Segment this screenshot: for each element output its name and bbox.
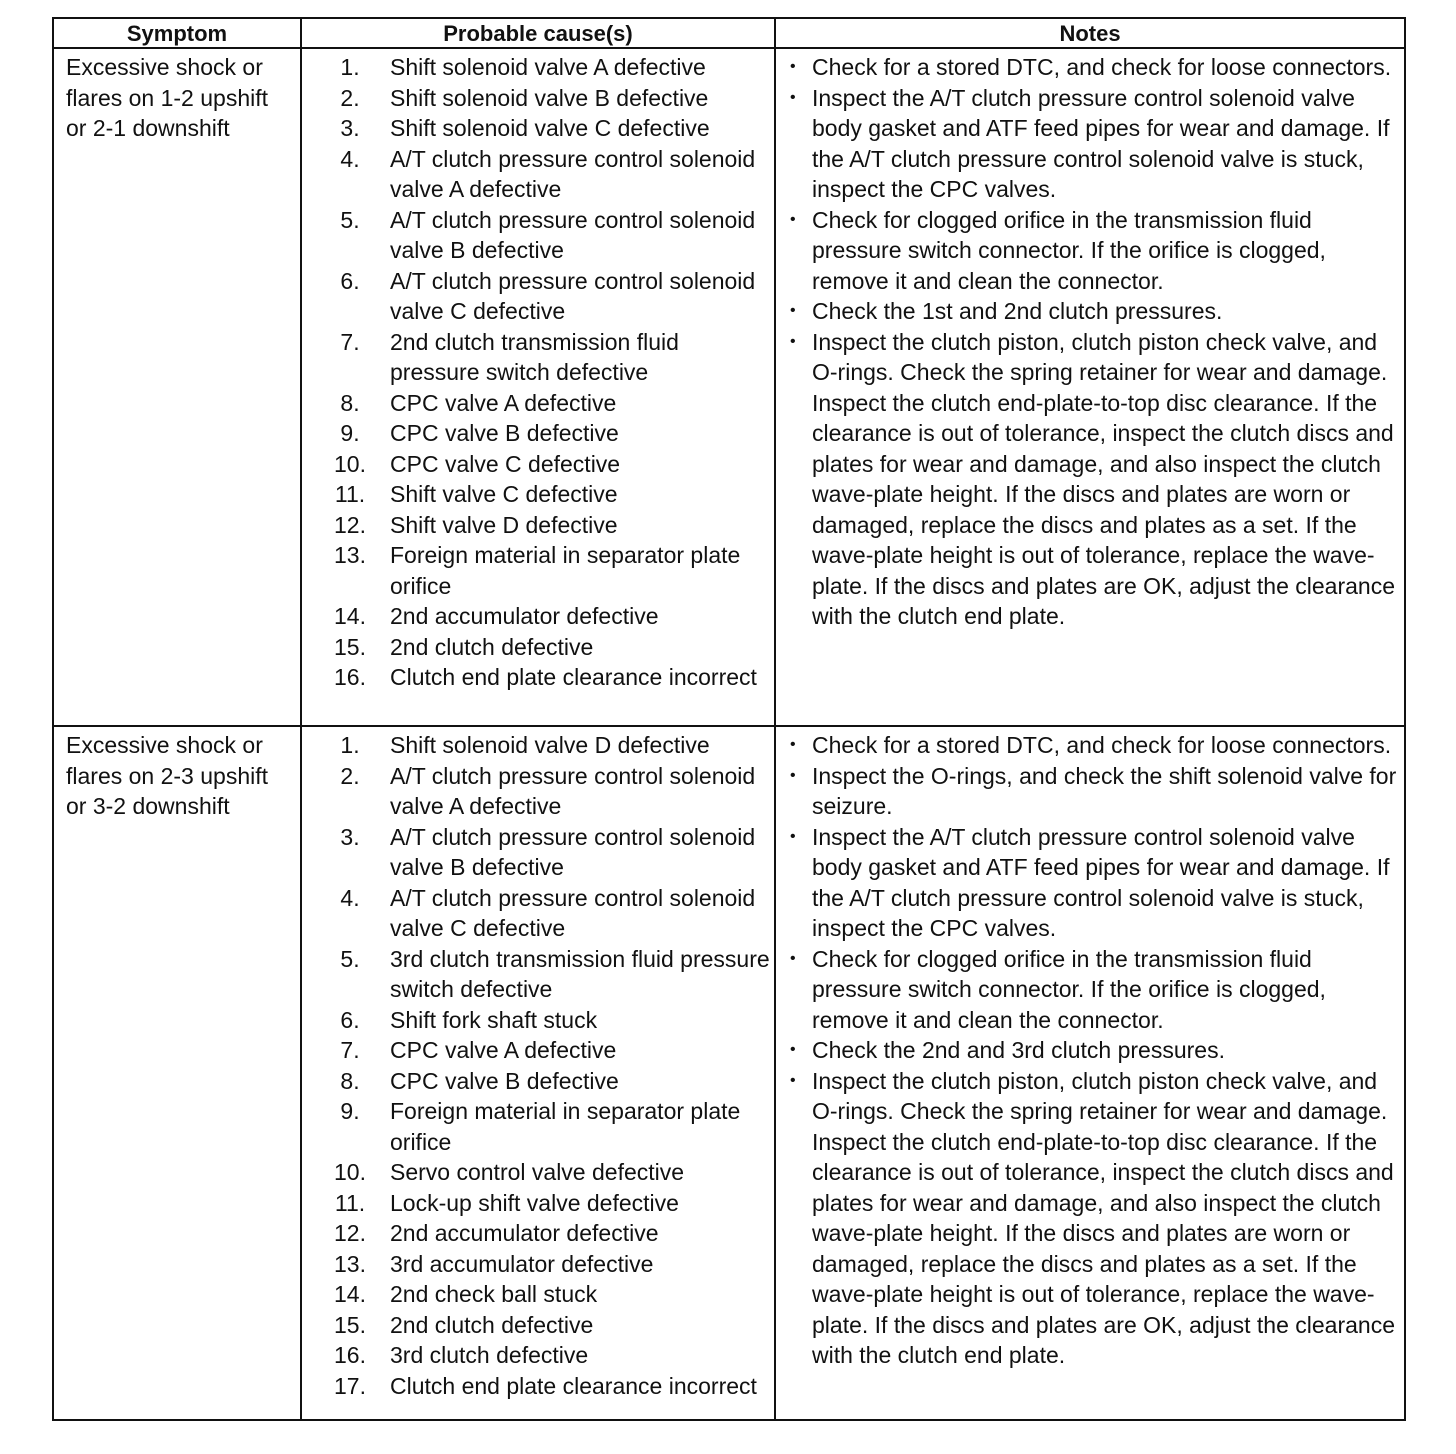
cause-text: Shift solenoid valve B defective [390, 84, 709, 111]
note-text: Inspect the clutch piston, clutch piston check valve, and O-rings. Check the spring retainer for wear and damage. Inspect the clutch end-plate-to-top disc clearance. If the clearance is out of tolerance, inspect the clutch discs and plates for wear and damage, and also inspect the clutch wave-plate height. If the discs and plates are worn or damaged, replace the discs and plates as a set. If the wave-plate height is out of tolerance, replace the wave-plate. If the discs and plates are OK, adjust the clearance with the clutch end plate. [812, 1067, 1396, 1368]
bullet-icon: • [790, 58, 796, 75]
cause-text: Shift solenoid valve C defective [390, 115, 710, 141]
cause-number: 10. [334, 450, 366, 477]
cause-text: Shift valve C defective [390, 481, 618, 507]
cause-item [302, 822, 774, 883]
cause-text: Lock-up shift valve defective [390, 1189, 679, 1216]
cause-text: A/T clutch pressure control solenoid valve A defective [390, 145, 756, 202]
cause-item [302, 1279, 774, 1310]
cause-text: 2nd check ball stuck [390, 1281, 598, 1307]
cause-item [302, 1157, 774, 1188]
cause-text: Foreign material in separator plate orifice [390, 1098, 741, 1155]
cause-item [302, 1066, 774, 1097]
cause-item [302, 1188, 774, 1219]
cause-number: 13. [334, 1250, 366, 1277]
cause-text: Shift solenoid valve A defective [390, 54, 706, 80]
note-item [776, 822, 1404, 944]
table-row [53, 726, 1405, 1420]
note-text: Check the 1st and 2nd clutch pressures. [812, 298, 1223, 324]
cause-number: 3. [340, 823, 360, 850]
cause-text: 2nd clutch defective [390, 1311, 594, 1338]
cause-number: 10. [334, 1159, 366, 1185]
cause-text: 2nd accumulator defective [390, 1220, 659, 1246]
bullet-icon: • [790, 1071, 796, 1089]
cause-number: 9. [340, 1098, 360, 1124]
note-item [776, 205, 1404, 297]
note-item [776, 296, 1404, 327]
cause-number: 12. [334, 1220, 366, 1246]
cause-item [302, 418, 774, 449]
cause-number: 5. [340, 945, 360, 972]
cause-number: 8. [340, 389, 360, 416]
header-row [53, 18, 1405, 48]
cause-number: 6. [340, 1006, 360, 1033]
cause-item [302, 144, 774, 205]
note-text: Check for a stored DTC, and check for loose connectors. [812, 54, 1392, 80]
bullet-icon: • [790, 766, 796, 784]
cause-text: A/T clutch pressure control solenoid valve A defective [390, 762, 756, 819]
cause-text: CPC valve B defective [390, 1067, 619, 1094]
note-text: Inspect the O-rings, and check the shift solenoid valve for seizure. [812, 762, 1397, 819]
cause-number: 4. [340, 884, 360, 911]
cause-number: 6. [340, 267, 360, 294]
notes-cell [775, 48, 1405, 726]
causes-cell [301, 48, 775, 726]
bullet-icon: • [790, 302, 796, 319]
cause-item [302, 1310, 774, 1341]
cause-text: 2nd clutch transmission fluid pressure switch defective [390, 328, 679, 385]
cause-number: 5. [340, 206, 360, 233]
cause-text: 3rd clutch transmission fluid pressure switch defective [390, 945, 770, 1002]
cause-text: Clutch end plate clearance incorrect [390, 1372, 757, 1399]
cause-text: CPC valve A defective [390, 389, 617, 416]
cause-item [302, 1005, 774, 1036]
cause-item [302, 83, 774, 114]
cause-text: Shift valve D defective [390, 511, 618, 538]
cause-text: Foreign material in separator plate orifice [390, 542, 741, 599]
cause-number: 7. [340, 1037, 360, 1063]
cause-text: Servo control valve defective [390, 1159, 685, 1185]
cause-number: 3. [340, 115, 360, 141]
cause-text: CPC valve C defective [390, 450, 621, 477]
cause-number: 7. [340, 328, 360, 355]
cause-item [302, 1371, 774, 1402]
cause-item [302, 1096, 774, 1157]
cause-text: CPC valve B defective [390, 420, 619, 446]
cause-text: A/T clutch pressure control solenoid valve C defective [390, 884, 756, 941]
cause-item [302, 1218, 774, 1249]
cause-item [302, 883, 774, 944]
cause-item [302, 1249, 774, 1280]
note-item [776, 83, 1404, 205]
note-item [776, 1066, 1404, 1371]
note-text: Inspect the A/T clutch pressure control solenoid valve body gasket and ATF feed pipes for wear and damage. If the A/T clutch pressure control solenoid valve is stuck, inspect the CPC valves. [812, 823, 1390, 941]
note-text: Check for clogged orifice in the transmission fluid pressure switch connector. If the orifice is clogged, remove it and clean the connector. [812, 206, 1326, 294]
cause-number: 15. [334, 1311, 366, 1338]
note-text: Check the 2nd and 3rd clutch pressures. [812, 1037, 1225, 1063]
symptom-text: Excessive shock or flares on 1-2 upshift or 2-1 downshift [66, 54, 269, 141]
cause-text: 2nd accumulator defective [390, 603, 659, 629]
cause-list [302, 727, 774, 1401]
cause-item [302, 113, 774, 144]
cause-text: Shift fork shaft stuck [390, 1006, 598, 1033]
troubleshooting-table [52, 17, 1406, 1421]
cause-text: Shift solenoid valve D defective [390, 732, 710, 758]
notes-cell [775, 726, 1405, 1420]
cause-text: A/T clutch pressure control solenoid valve B defective [390, 206, 756, 263]
cause-text: Clutch end plate clearance incorrect [390, 664, 757, 690]
note-item [776, 944, 1404, 1036]
cause-item [302, 632, 774, 663]
cause-item [302, 730, 774, 761]
note-text: Inspect the clutch piston, clutch piston check valve, and O-rings. Check the spring retainer for wear and damage. Inspect the clutch end-plate-to-top disc clearance. If the clearance is out of tolerance, inspect the clutch discs and plates for wear and damage, and also inspect the clutch wave-plate height. If the discs and plates are worn or damaged, replace the discs and plates as a set. If the wave-plate height is out of tolerance, replace the wave-plate. If the discs and plates are OK, adjust the clearance with the clutch end plate. [812, 328, 1396, 629]
note-item [776, 327, 1404, 632]
bullet-icon: • [790, 736, 796, 753]
cause-number: 11. [334, 1189, 366, 1216]
cause-text: CPC valve A defective [390, 1037, 617, 1063]
cause-item [302, 52, 774, 83]
notes-list [776, 727, 1404, 1371]
symptom-text: Excessive shock or flares on 2-3 upshift or 3-2 downshift [66, 732, 269, 819]
cause-text: A/T clutch pressure control solenoid valve C defective [390, 267, 756, 324]
cause-text: 2nd clutch defective [390, 633, 594, 660]
header-notes: Notes [775, 18, 1405, 48]
cause-item [302, 479, 774, 510]
cause-item [302, 510, 774, 541]
bullet-icon: • [790, 332, 796, 350]
causes-cell [301, 726, 775, 1420]
cause-item [302, 601, 774, 632]
note-item [776, 730, 1404, 761]
bullet-icon: • [790, 88, 796, 106]
cause-number: 14. [334, 603, 366, 629]
note-item [776, 1035, 1404, 1066]
bullet-icon: • [790, 210, 796, 228]
cause-text: 3rd clutch defective [390, 1342, 589, 1368]
cause-number: 8. [340, 1067, 360, 1094]
note-item [776, 52, 1404, 83]
cause-number: 2. [340, 84, 360, 111]
notes-list [776, 49, 1404, 632]
cause-number: 16. [334, 664, 366, 690]
cause-item [302, 540, 774, 601]
cause-number: 4. [340, 145, 360, 172]
symptom-cell [53, 48, 301, 726]
cause-item [302, 266, 774, 327]
note-item [776, 761, 1404, 822]
cause-number: 9. [340, 420, 360, 446]
cause-item [302, 662, 774, 693]
cause-number: 2. [340, 762, 360, 789]
cause-item [302, 388, 774, 419]
symptom-cell [53, 726, 301, 1420]
cause-number: 14. [334, 1281, 366, 1307]
cause-number: 15. [334, 633, 366, 660]
cause-number: 11. [334, 481, 366, 507]
table-row [53, 48, 1405, 726]
bullet-icon: • [790, 1041, 796, 1058]
cause-item [302, 1340, 774, 1371]
cause-number: 12. [334, 511, 366, 538]
cause-number: 13. [334, 542, 366, 568]
cause-text: 3rd accumulator defective [390, 1250, 654, 1277]
cause-number: 1. [340, 54, 360, 80]
cause-number: 1. [340, 732, 360, 758]
cause-number: 17. [334, 1372, 366, 1399]
cause-list [302, 49, 774, 693]
cause-item [302, 1035, 774, 1066]
note-text: Check for a stored DTC, and check for loose connectors. [812, 732, 1392, 758]
cause-item [302, 944, 774, 1005]
bullet-icon: • [790, 949, 796, 967]
note-text: Check for clogged orifice in the transmission fluid pressure switch connector. If the orifice is clogged, remove it and clean the connector. [812, 945, 1326, 1033]
cause-number: 16. [334, 1342, 366, 1368]
cause-item [302, 761, 774, 822]
cause-item [302, 449, 774, 480]
cause-text: A/T clutch pressure control solenoid valve B defective [390, 823, 756, 880]
note-text: Inspect the A/T clutch pressure control solenoid valve body gasket and ATF feed pipes for wear and damage. If the A/T clutch pressure control solenoid valve is stuck, inspect the CPC valves. [812, 84, 1390, 202]
cause-item [302, 327, 774, 388]
cause-item [302, 205, 774, 266]
header-probable-causes: Probable cause(s) [301, 18, 775, 48]
header-symptom: Symptom [53, 18, 301, 48]
bullet-icon: • [790, 827, 796, 845]
